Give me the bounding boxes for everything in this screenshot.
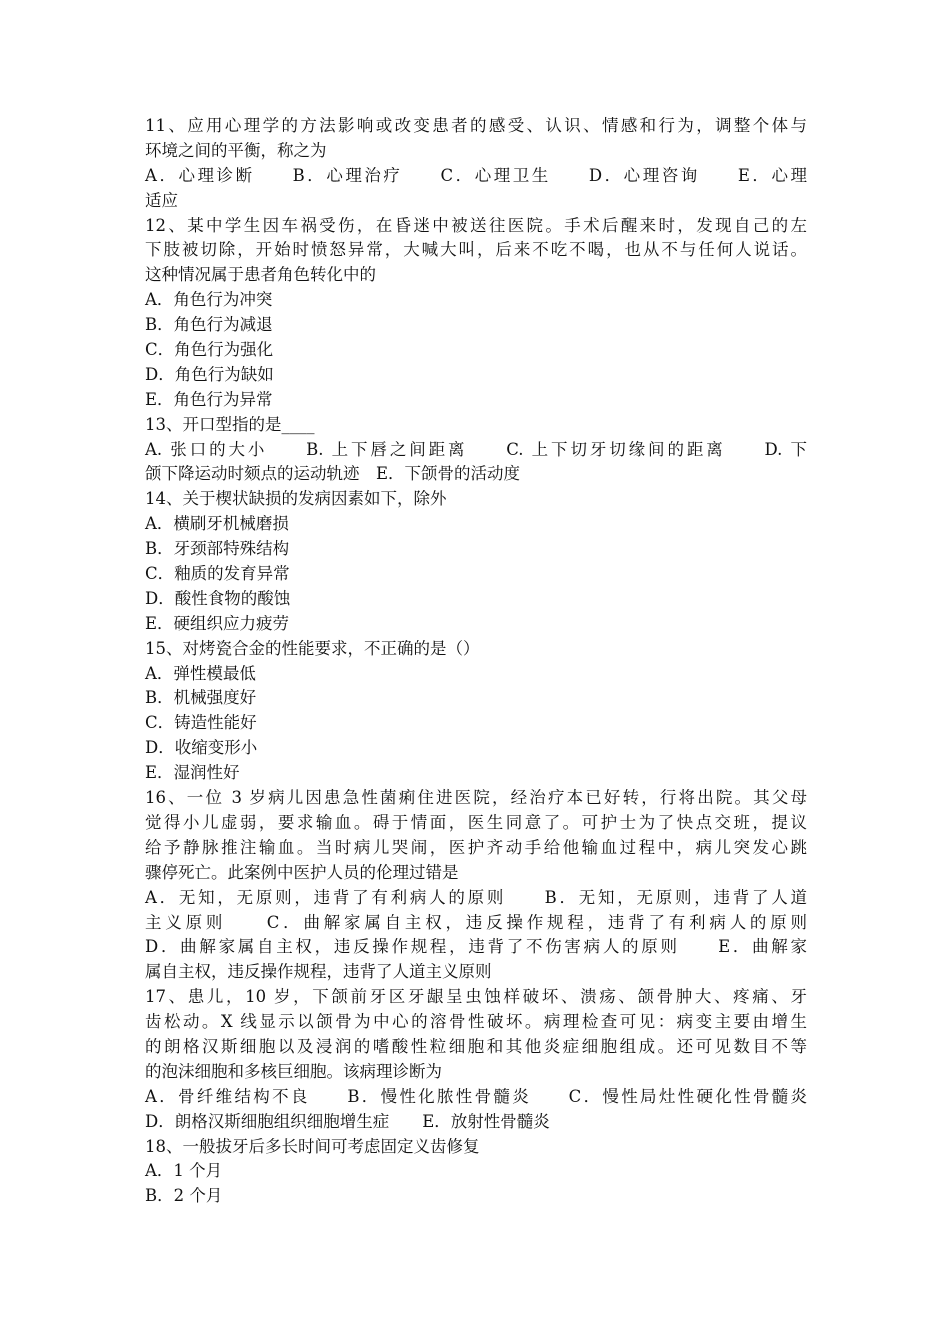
text-line: A．心理诊断 B．心理治疗 C．心理卫生 D．心理咨询 E．心理 (145, 165, 807, 185)
text-line: 齿松动。X 线显示以颌骨为中心的溶骨性破坏。病理检查可见：病变主要由增生 (145, 1012, 807, 1032)
text-line: B．牙颈部特殊结构 (145, 539, 290, 559)
text-line: 环境之间的平衡，称之为 (145, 140, 327, 160)
text-line: 15、对烤瓷合金的性能要求，不正确的是（） (145, 638, 480, 658)
text-line: 这种情况属于患者角色转化中的 (145, 265, 376, 285)
text-line: 骤停死亡。此案例中医护人员的伦理过错是 (145, 862, 459, 882)
text-line: A．角色行为冲突 (145, 290, 273, 310)
text-line: A．无知，无原则，违背了有利病人的原则 B．无知，无原则，违背了人道 (145, 887, 807, 907)
text-line: 18、一般拔牙后多长时间可考虑固定义齿修复 (145, 1136, 480, 1156)
text-line: 适应 (145, 190, 178, 210)
text-line: 给予静脉推注输血。当时病儿哭闹，医护齐动手给他输血过程中，病儿突发心跳 (145, 837, 807, 857)
text-line: B．机械强度好 (145, 688, 257, 708)
text-line: 的泡沫细胞和多核巨细胞。该病理诊断为 (145, 1061, 442, 1081)
text-line: D．酸性食物的酸蚀 (145, 588, 291, 608)
text-line: 主义原则 C．曲解家属自主权，违反操作规程，违背了有利病人的原则 (145, 912, 807, 932)
text-line: 17、患儿，10 岁，下颌前牙区牙龈呈虫蚀样破坏、溃疡、颌骨肿大、疼痛、牙 (145, 987, 807, 1007)
text-line: C．角色行为强化 (145, 340, 274, 360)
text-line: 觉得小儿虚弱，要求输血。碍于情面，医生同意了。可护士为了快点交班，提议 (145, 812, 807, 832)
text-line: E．硬组织应力疲劳 (145, 613, 290, 633)
text-line: 16、一位 3 岁病儿因患急性菌痢住进医院，经治疗本已好转，行将出院。其父母 (145, 788, 807, 808)
text-line: D．角色行为缺如 (145, 364, 274, 384)
text-line: 下肢被切除，开始时愤怒异常，大喊大叫，后来不吃不喝，也从不与任何人说话。 (145, 240, 807, 260)
text-line: D．朗格汉斯细胞组织细胞增生症 E．放射性骨髓炎 (145, 1111, 550, 1131)
text-line: A．1 个月 (145, 1161, 223, 1181)
text-line: 颌下降运动时颏点的运动轨迹 E．下颌骨的活动度 (145, 464, 521, 484)
text-line: 12、某中学生因车祸受伤，在昏迷中被送往医院。手术后醒来时，发现自己的左 (145, 215, 807, 235)
document-body (145, 114, 807, 1209)
text-line: B．角色行为减退 (145, 315, 273, 335)
text-line: 13、开口型指的是____ (145, 414, 315, 434)
text-line: C．铸造性能好 (145, 713, 257, 733)
text-line: D．曲解家属自主权，违反操作规程，违背了不伤害病人的原则 E．曲解家 (145, 937, 807, 957)
text-line: A．弹性模最低 (145, 663, 256, 683)
text-line: E．角色行为异常 (145, 389, 273, 409)
text-line: A．横刷牙机械磨损 (145, 514, 289, 534)
text-line: A. 张口的大小 B. 上下唇之间距离 C. 上下切牙切缘间的距离 D. 下 (145, 439, 807, 459)
text-line: C．釉质的发育异常 (145, 564, 290, 584)
text-line: 属自主权，违反操作规程，违背了人道主义原则 (145, 962, 492, 982)
text-line: B．2 个月 (145, 1186, 223, 1206)
text-line: 14、关于楔状缺损的发病因素如下，除外 (145, 489, 447, 509)
text-line: D．收缩变形小 (145, 738, 258, 758)
text-line: 的朗格汉斯细胞以及浸润的嗜酸性粒细胞和其他炎症细胞组成。还可见数目不等 (145, 1036, 807, 1056)
text-line: A．骨纤维结构不良 B．慢性化脓性骨髓炎 C．慢性局灶性硬化性骨髓炎 (145, 1086, 807, 1106)
text-line: E．湿润性好 (145, 763, 240, 783)
text-line: 11、应用心理学的方法影响或改变患者的感受、认识、情感和行为，调整个体与 (145, 116, 807, 135)
